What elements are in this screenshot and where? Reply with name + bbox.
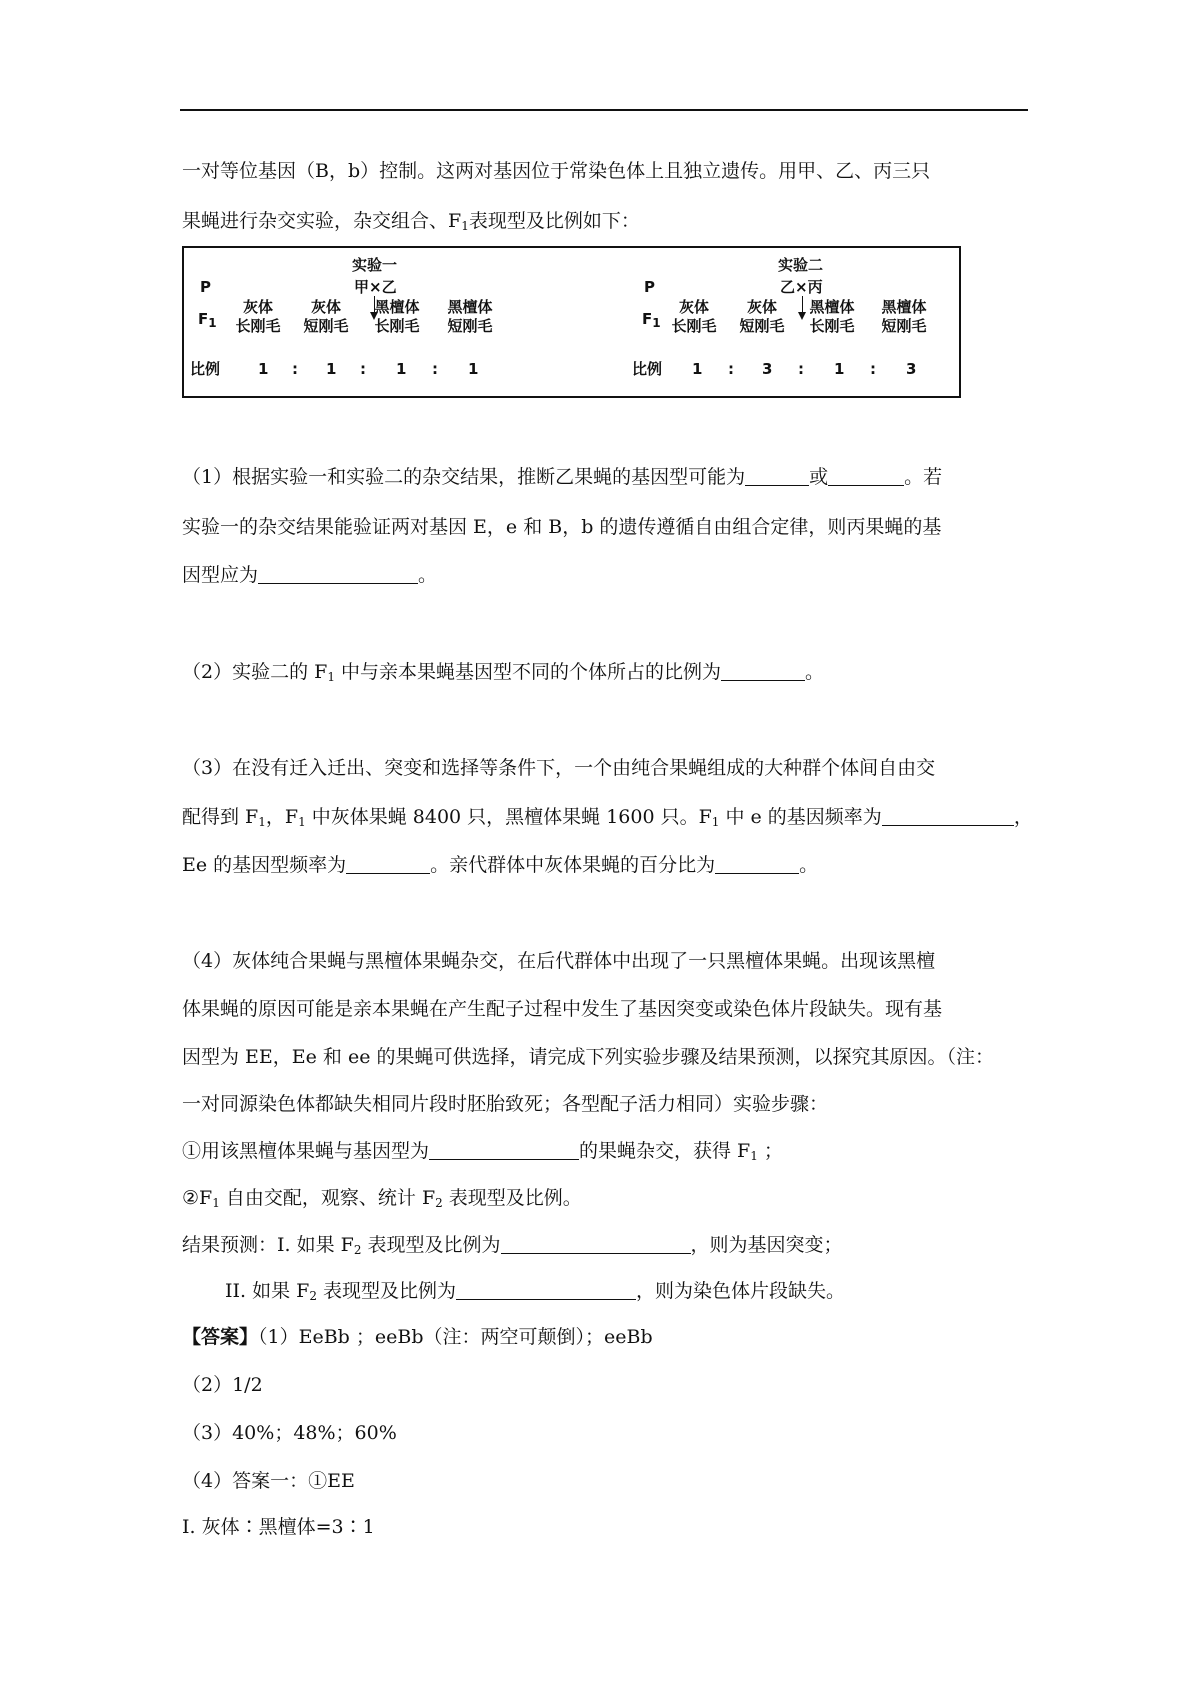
question-1-line-2: 实验一的杂交结果能验证两对基因 E，e 和 B，b 的遗传遵循自由组合定律，则丙果蝇的基 (182, 516, 942, 538)
exp2-phenotype-1: 灰体 长刚毛 (671, 298, 717, 335)
exp1-ratio-value: 1 (468, 360, 479, 378)
exp2-ratio-value: 3 (906, 360, 917, 378)
answer-blank[interactable] (429, 1141, 579, 1160)
question-4-line-1: （4）灰体纯合果蝇与黑檀体果蝇杂交，在后代群体中出现了一只黑檀体果蝇。出现该黑檀 (182, 950, 936, 972)
answer-line-4: （4）答案一：①EE (182, 1470, 355, 1492)
exp1-ratio-sep: : (360, 360, 366, 378)
question-1-line-1: （1）根据实验一和实验二的杂交结果，推断乙果蝇的基因型可能为 或 。若 (182, 466, 943, 488)
exp1-title: 实验一 (352, 256, 398, 274)
intro-line-1: 一对等位基因（B，b）控制。这两对基因位于常染色体上且独立遗传。用甲、乙、丙三只 (182, 160, 931, 182)
answer-blank[interactable] (715, 855, 799, 874)
exp1-phenotype-4: 黑檀体 短刚毛 (447, 298, 493, 335)
exp1-f1-label: $F_1$ (198, 310, 217, 330)
question-4-line-4: 一对同源染色体都缺失相同片段时胚胎致死；各型配子活力相同）实验步骤： (182, 1093, 829, 1115)
exp2-f1-label: $F_1$ (642, 310, 661, 330)
exp2-title: 实验二 (778, 256, 824, 274)
question-4-result-1: 结果预测：I. 如果 $F_2$ 表现型及比例为 ，则为基因突变； (182, 1234, 843, 1257)
question-4-step-1: ①用该黑檀体果蝇与基因型为 的果蝇杂交，获得 $F_1$ ； (182, 1140, 783, 1163)
question-4-line-2: 体果蝇的原因可能是亲本果蝇在产生配子过程中发生了基因突变或染色体片段缺失。现有基 (182, 998, 943, 1020)
header-rule (180, 109, 1028, 111)
cross-experiment-figure (182, 246, 961, 398)
exp1-ratio-value: 1 (258, 360, 269, 378)
question-4-result-2: II. 如果 $F_2$ 表现型及比例为 ，则为染色体片段缺失。 (225, 1280, 846, 1303)
exp2-phenotype-2: 灰体 短刚毛 (739, 298, 785, 335)
exp2-ratio-sep: : (870, 360, 876, 378)
answer-blank[interactable] (721, 662, 805, 681)
exp2-ratio-sep: : (728, 360, 734, 378)
exp2-ratio-value: 3 (762, 360, 773, 378)
exp1-phenotype-2: 灰体 短刚毛 (303, 298, 349, 335)
answer-blank[interactable] (828, 467, 904, 486)
question-3-line-1: （3）在没有迁入迁出、突变和选择等条件下，一个由纯合果蝇组成的大种群个体间自由交 (182, 757, 936, 779)
exp2-phenotype-3: 黑檀体 长刚毛 (809, 298, 855, 335)
question-1-line-3: 因型应为 。 (182, 564, 438, 586)
exp2-ratio-sep: : (798, 360, 804, 378)
exp1-ratio-sep: : (432, 360, 438, 378)
question-3-line-2: 配得到 $F_1$，$F_1$ 中灰体果蝇 8400 只，黑檀体果蝇 1600 只。$F_1$ 中 e 的基因频率为 ， (182, 806, 1033, 829)
question-2: （2）实验二的 $F_1$ 中与亲本果蝇基因型不同的个体所占的比例为 。 (182, 661, 825, 684)
question-3-line-3: Ee 的基因型频率为 。亲代群体中灰体果蝇的百分比为 。 (182, 854, 819, 876)
exp1-phenotype-1: 灰体 长刚毛 (235, 298, 281, 335)
exp2-cross: 乙×丙 (780, 278, 823, 296)
answer-line-5: I. 灰体∶黑檀体=3∶1 (182, 1516, 375, 1538)
answer-blank[interactable] (882, 807, 1014, 826)
answer-blank[interactable] (745, 467, 809, 486)
exp1-cross: 甲×乙 (354, 278, 397, 296)
answer-blank[interactable] (456, 1281, 636, 1300)
exp1-phenotype-3: 黑檀体 长刚毛 (374, 298, 420, 335)
question-4-line-3: 因型为 EE，Ee 和 ee 的果蝇可供选择，请完成下列实验步骤及结果预测，以探究其原因。（注： (182, 1046, 995, 1068)
exp1-ratio-sep: : (292, 360, 298, 378)
exp2-phenotype-4: 黑檀体 短刚毛 (881, 298, 927, 335)
exp1-ratio-value: 1 (326, 360, 337, 378)
exp1-ratio-label: 比例 (190, 360, 221, 378)
answer-blank[interactable] (258, 565, 418, 584)
answer-blank[interactable] (501, 1235, 691, 1254)
answer-line-2: （2）1/2 (182, 1374, 263, 1396)
exp2-ratio-value: 1 (834, 360, 845, 378)
answer-line-3: （3）40%；48%；60% (182, 1422, 397, 1444)
exp2-ratio-value: 1 (692, 360, 703, 378)
intro-line-2: 果蝇进行杂交实验，杂交组合、$F_1$表现型及比例如下： (182, 210, 640, 233)
answer-label: 【答案】 (182, 1326, 259, 1348)
exp1-ratio-value: 1 (396, 360, 407, 378)
question-4-step-2: $②F_1$ 自由交配，观察、统计 $F_2$ 表现型及比例。 (182, 1187, 582, 1210)
exp1-p-label: P (200, 278, 211, 296)
exp2-p-label: P (644, 278, 655, 296)
answer-line-1: 【答案】（1）EeBb ；eeBb（注：两空可颠倒）；eeBb (182, 1326, 653, 1348)
answer-blank[interactable] (346, 855, 430, 874)
exp2-ratio-label: 比例 (632, 360, 663, 378)
